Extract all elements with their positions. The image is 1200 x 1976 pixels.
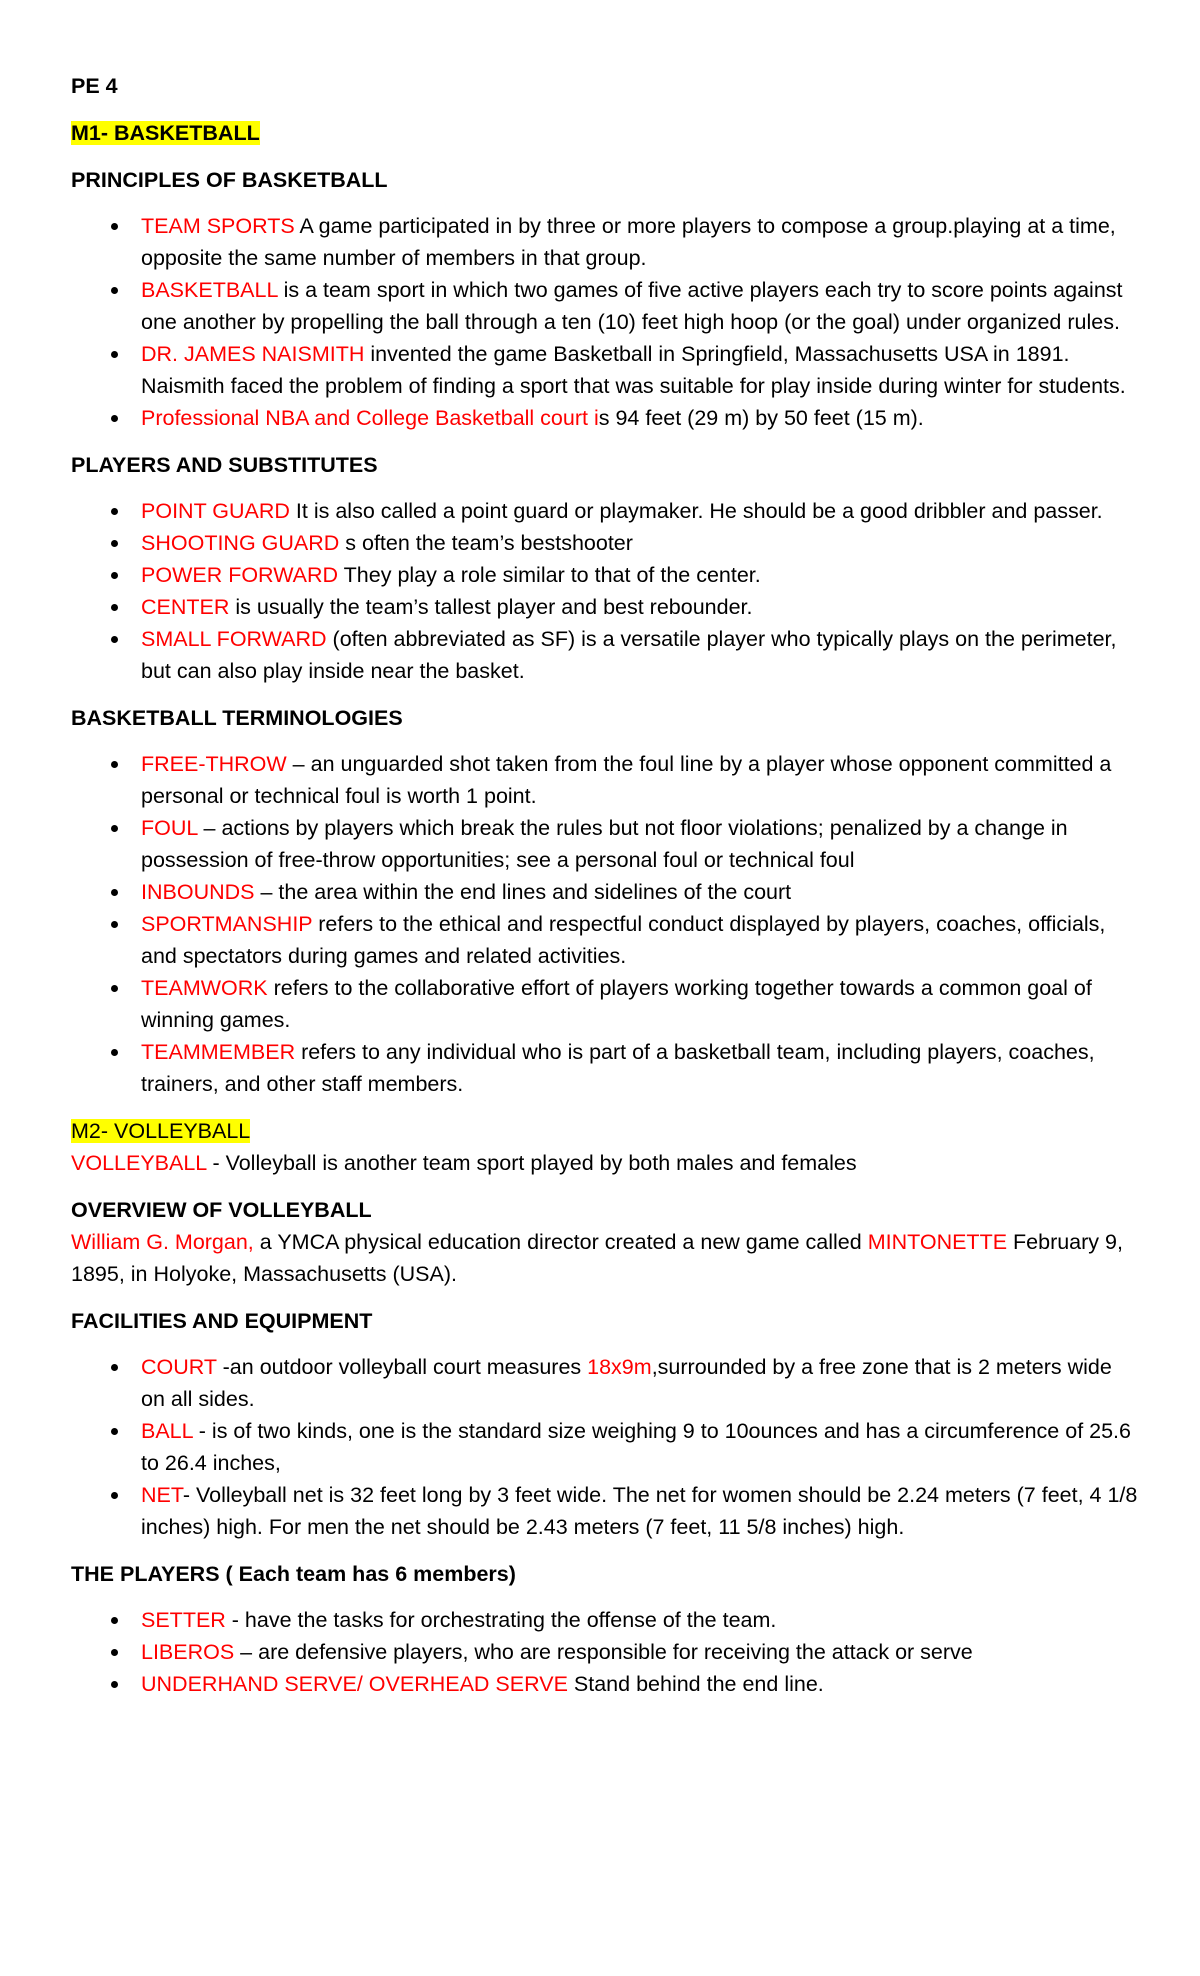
bullet-icon [111,540,118,547]
list-item [71,1415,1141,1479]
definition-continued: ,surrounded by a free zone that is 2 meters wide on all sides. [141,1355,1112,1411]
definition: It is also called a point guard or playmaker. He should be a good dribbler and passer. [289,499,1103,523]
definition: - is of two kinds, one is the standard size weighing 9 to 10ounces and has a circumference of 25.6 to 26.4 inches, [141,1419,1131,1475]
list-item [71,1636,1141,1668]
definition: (often abbreviated as SF) is a versatile player who typically plays on the perimeter, but can also play inside near the basket. [141,627,1117,683]
term: UNDERHAND SERVE/ OVERHEAD SERVE [141,1672,568,1696]
bullet-icon [111,1617,118,1624]
bullet-icon [111,1492,118,1499]
definition: - have the tasks for orchestrating the offense of the team. [225,1608,777,1632]
bullet-icon [111,889,118,896]
term: SETTER [141,1608,226,1632]
list-item [71,1479,1141,1543]
players-heading: PLAYERS AND SUBSTITUTES [71,453,378,477]
term: TEAM SPORTS [141,214,295,238]
doc-title: PE 4 [71,74,118,98]
bullet-icon [111,761,118,768]
overview-text-2: February 9, 1895, in Holyoke, Massachusetts (USA). [71,1230,1123,1286]
term: TEAMMEMBER [141,1040,296,1064]
definition: s often the team’s bestshooter [339,531,633,555]
module-2-heading [71,1115,1141,1147]
module-1-label: M1- BASKETBALL [71,121,260,145]
overview-heading: OVERVIEW OF VOLLEYBALL [71,1198,372,1222]
list-item [71,591,1141,623]
term: POINT GUARD [141,499,290,523]
term: VOLLEYBALL [71,1151,207,1175]
definition: invented the game Basketball in Springfield, Massachusetts USA in 1891. Naismith faced the problem of finding a sport that was suitable for play inside during winter for students. [141,342,1126,398]
list-item [71,527,1141,559]
term: POWER FORWARD [141,563,339,587]
list-item [71,1668,1141,1700]
term: DR. JAMES NAISMITH [141,342,365,366]
list-item [71,402,1141,434]
list-item [71,274,1141,338]
module-2-label: M2- VOLLEYBALL [71,1119,251,1143]
term: NET [141,1483,183,1507]
terminologies-list [71,748,1141,1100]
players-list [71,495,1141,687]
list-item [71,908,1141,972]
bullet-icon [111,287,118,294]
definition: A game participated in by three or more players to compose a group.playing at a time, opposite the same number of members in that group. [141,214,1116,270]
term: FOUL [141,816,198,840]
definition: is usually the team’s tallest player and best rebounder. [229,595,753,619]
term: TEAMWORK [141,976,268,1000]
list-item [71,1604,1141,1636]
definition: They play a role similar to that of the center. [338,563,761,587]
list-item [71,972,1141,1036]
list-item [71,812,1141,876]
definition: – an unguarded shot taken from the foul line by a player whose opponent committed a personal or technical foul is worth 1 point. [141,752,1112,808]
bullet-icon [111,1049,118,1056]
bullet-icon [111,1649,118,1656]
facilities-list [71,1351,1141,1543]
bullet-icon [111,415,118,422]
definition: is a team sport in which two games of five active players each try to score points against one another by propelling the ball through a ten (10) feet high hoop (or the goal) under organized rules. [141,278,1123,334]
volleyball-players-heading: THE PLAYERS ( Each team has 6 members) [71,1562,516,1586]
term: Professional NBA and College Basketball court i [141,406,599,430]
definition: – actions by players which break the rules but not floor violations; penalized by a change in possession of free-throw opportunities; see a personal foul or technical foul [141,816,1068,872]
list-item [71,495,1141,527]
list-item [71,748,1141,812]
term: SMALL FORWARD [141,627,327,651]
principles-list [71,210,1141,434]
definition: Stand behind the end line. [567,1672,824,1696]
bullet-icon [111,921,118,928]
definition: -an outdoor volleyball court measures [216,1355,588,1379]
bullet-icon [111,1428,118,1435]
definition: s 94 feet (29 m) by 50 feet (15 m). [598,406,924,430]
term: SHOOTING GUARD [141,531,340,555]
bullet-icon [111,636,118,643]
definition: refers to any individual who is part of a basketball team, including players, coaches, trainers, and other staff members. [141,1040,1095,1096]
principles-heading: PRINCIPLES OF BASKETBALL [71,168,388,192]
bullet-icon [111,604,118,611]
term: COURT [141,1355,217,1379]
definition: refers to the ethical and respectful conduct displayed by players, coaches, officials, and spectators during games and related activities. [141,912,1106,968]
game-name: MINTONETTE [867,1230,1008,1254]
definition: refers to the collaborative effort of players working together towards a common goal of winning games. [141,976,1092,1032]
bullet-icon [111,1364,118,1371]
definition: - Volleyball net is 32 feet long by 3 feet wide. The net for women should be 2.24 meters (7 feet, 4 1/8 inches) high. For men the net should be 2.43 meters (7 feet, 11 5/8 inches) high. [141,1483,1138,1539]
module-1-heading [71,117,1141,149]
list-item [71,623,1141,687]
term: FREE-THROW [141,752,287,776]
term: INBOUNDS [141,880,255,904]
bullet-icon [111,1681,118,1688]
bullet-icon [111,508,118,515]
overview-paragraph [71,1226,1141,1290]
definition: - Volleyball is another team sport played by both males and females [206,1151,857,1175]
inventor-name: William G. Morgan, [71,1230,254,1254]
overview-text-1: a YMCA physical education director created a new game called [253,1230,868,1254]
term: LIBEROS [141,1640,235,1664]
term: SPORTMANSHIP [141,912,313,936]
bullet-icon [111,985,118,992]
court-dimensions: 18x9m [587,1355,652,1379]
volleyball-definition [71,1147,1141,1179]
definition: – the area within the end lines and sidelines of the court [254,880,792,904]
list-item [71,338,1141,402]
facilities-heading: FACILITIES AND EQUIPMENT [71,1309,373,1333]
term: BASKETBALL [141,278,278,302]
bullet-icon [111,572,118,579]
definition: – are defensive players, who are responsible for receiving the attack or serve [234,1640,973,1664]
bullet-icon [111,223,118,230]
list-item [71,210,1141,274]
document-body [71,70,1141,1700]
volleyball-players-list [71,1604,1141,1700]
term: CENTER [141,595,230,619]
list-item [71,1351,1141,1415]
term: BALL [141,1419,193,1443]
terminologies-heading: BASKETBALL TERMINOLOGIES [71,706,403,730]
bullet-icon [111,351,118,358]
list-item [71,1036,1141,1100]
list-item [71,559,1141,591]
bullet-icon [111,825,118,832]
list-item [71,876,1141,908]
